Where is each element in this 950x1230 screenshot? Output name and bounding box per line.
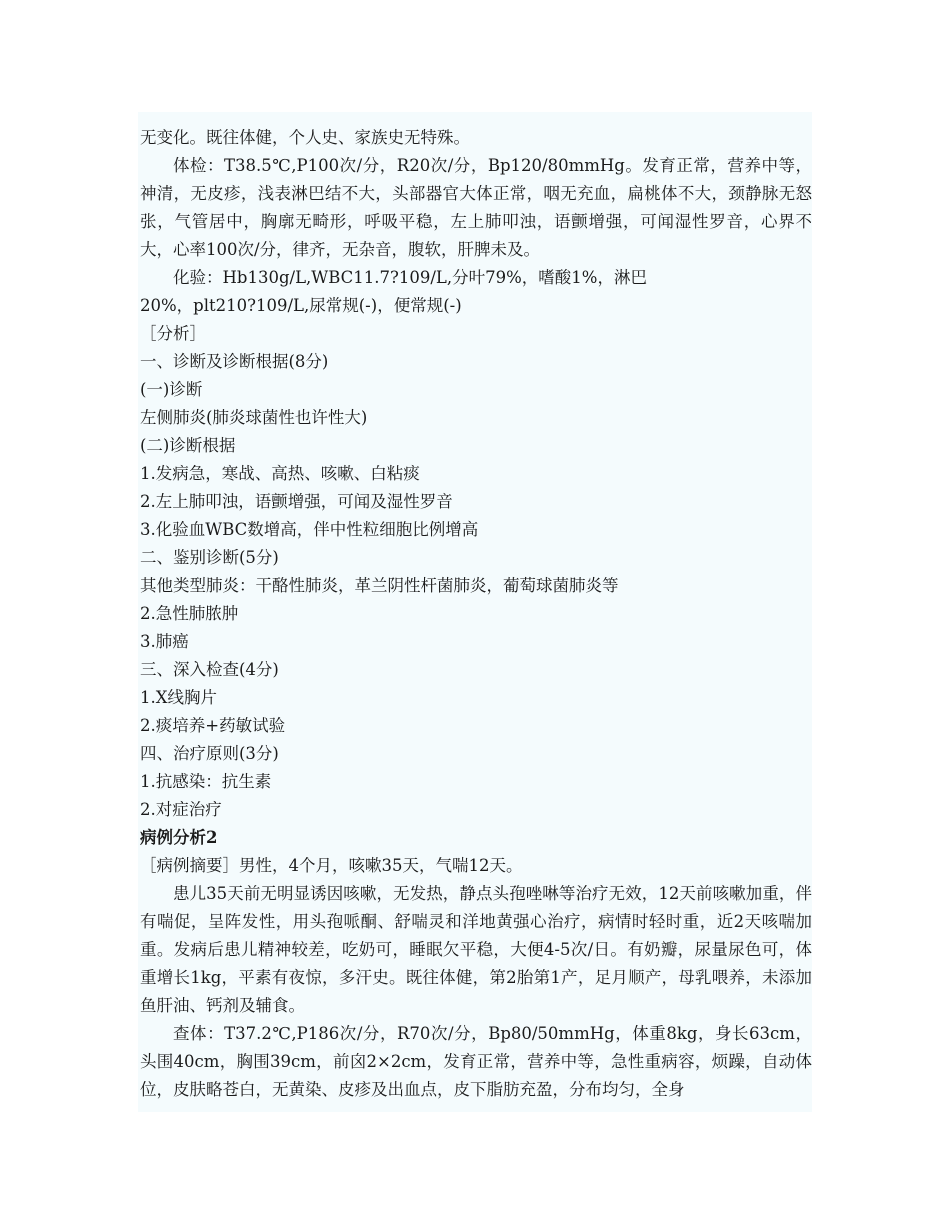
case1-physical-exam: 体检：T38.5℃,P100次/分，R20次/分，Bp120/80mmHg。发育正常，营养中等，神清，无皮疹，浅表淋巴结不大，头部器官大体正常，咽无充血，扁桃体不大，颈静脉无怒张，气管居中，胸廓无畸形，呼吸平稳，左上肺叩浊，语颤增强，可闻湿性罗音，心界不大，心率100次/分，律齐，无杂音，腹软，肝脾未及。: [140, 156, 812, 259]
section3-title: 三、深入检查(4分): [140, 660, 279, 679]
case2-history: 患儿35天前无明显诱因咳嗽，无发热，静点头孢唑啉等治疗无效，12天前咳嗽加重，伴有喘促，呈阵发性，用头孢哌酮、舒喘灵和洋地黄强心治疗，病情时轻时重，近2天咳喘加重。发病后患儿精神较差，吃奶可，睡眠欠平稳，大便4-5次/日。有奶瓣，尿量尿色可，体重增长1kg，平素有夜惊，多汗史。既往体健，第2胎第1产，足月顺产，母乳喂养，未添加鱼肝油、钙剂及辅食。: [140, 884, 812, 1015]
section2-item: 其他类型肺炎：干酪性肺炎，革兰阴性杆菌肺炎，葡萄球菌肺炎等: [140, 576, 619, 595]
section1-diagnosis-subtitle: (一)诊断: [140, 380, 203, 399]
section3-item: 1.X线胸片: [140, 688, 217, 707]
section4-item: 2.对症治疗: [140, 800, 222, 819]
section4-item: 1.抗感染：抗生素: [140, 772, 272, 791]
document-body: [140, 124, 812, 1104]
case1-continuation: 无变化。既往体健，个人史、家族史无特殊。: [140, 128, 470, 147]
section1-basis-subtitle: (二)诊断根据: [140, 436, 236, 455]
section3-item: 2.痰培养+药敏试验: [140, 716, 286, 735]
section4-title: 四、治疗原则(3分): [140, 744, 279, 763]
section1-basis-item: 1.发病急，寒战、高热、咳嗽、白粘痰: [140, 464, 420, 483]
case1-lab-line2: 20%，plt210?109/L,尿常规(-)，便常规(-): [140, 296, 462, 315]
case2-heading: 病例分析2: [140, 828, 218, 847]
case1-lab-line1: 化验：Hb130g/L,WBC11.7?109/L,分叶79%，嗜酸1%，淋巴: [173, 268, 647, 287]
analysis-heading: ［分析］: [140, 324, 206, 343]
section1-diagnosis: 左侧肺炎(肺炎球菌性也许性大): [140, 408, 368, 427]
case2-summary: ［病例摘要］男性，4个月，咳嗽35天，气喘12天。: [140, 856, 523, 875]
section2-item: 2.急性肺脓肿: [140, 604, 239, 623]
section1-basis-item: 2.左上肺叩浊，语颤增强，可闻及湿性罗音: [140, 492, 453, 511]
case2-exam: 查体：T37.2℃,P186次/分，R70次/分，Bp80/50mmHg，体重8kg，身长63cm，头围40cm，胸围39cm，前囟2×2cm，发育正常，营养中等，急性重病容，烦躁，自动体位，皮肤略苍白，无黄染、皮疹及出血点，皮下脂肪充盈，分布均匀，全身: [140, 1024, 812, 1099]
section1-title: 一、诊断及诊断根据(8分): [140, 352, 329, 371]
section2-item: 3.肺癌: [140, 632, 189, 651]
section2-title: 二、鉴别诊断(5分): [140, 548, 279, 567]
section1-basis-item: 3.化验血WBC数增高，伴中性粒细胞比例增高: [140, 520, 479, 539]
